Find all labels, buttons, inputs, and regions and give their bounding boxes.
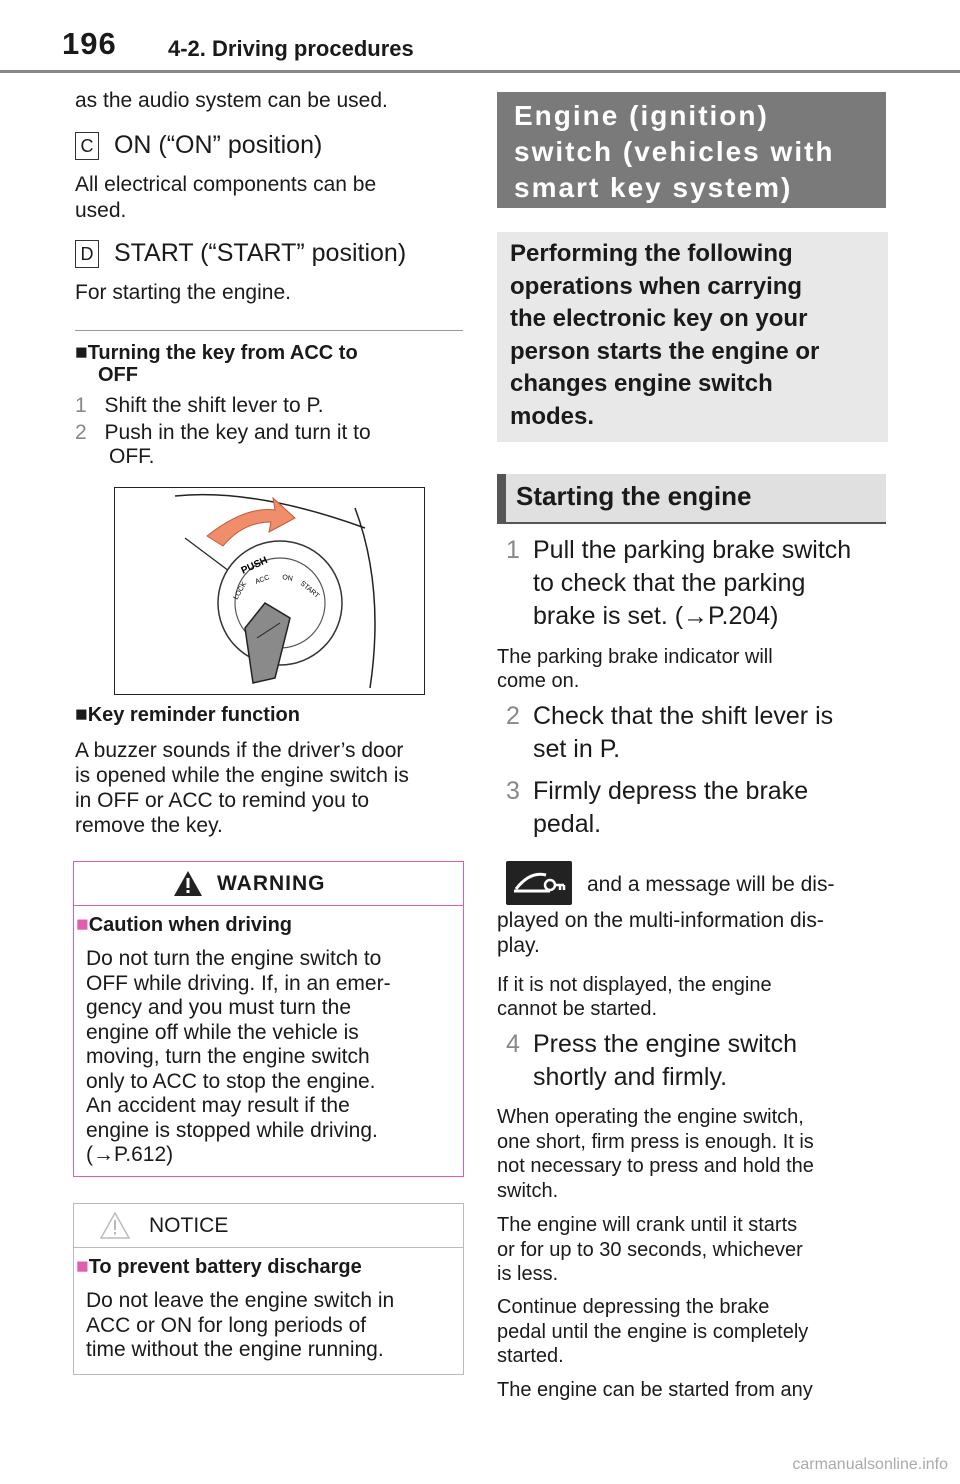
square-bullet-icon: ■: [75, 703, 88, 726]
warning-header: [74, 862, 463, 906]
letter-c-badge: C: [75, 132, 99, 160]
step-4: 4 Press the engine switch shortly and firmly.: [506, 1030, 798, 1091]
notice-title: ■To prevent battery discharge: [76, 1255, 362, 1278]
item-c-desc-1: All electrical components can be: [75, 173, 377, 196]
figure-acc-label: ACC: [254, 574, 271, 586]
letter-d-badge: D: [75, 240, 99, 268]
notice-box: [73, 1203, 464, 1375]
key-cylinder-figure: [114, 487, 425, 695]
section-accent-bar: [497, 474, 506, 522]
figure-lock-label: LOCK: [232, 580, 249, 601]
square-bullet-icon: ■: [76, 1255, 89, 1278]
figure-start-label: START: [298, 580, 321, 600]
figure-on-label: ON: [281, 574, 294, 583]
intro-box: Performing the following operations when carrying the electronic key on your person starts the engine or changes engine switch modes.: [497, 232, 888, 442]
page-number: 196: [62, 26, 117, 61]
step-1-note: The parking brake indicator will come on.: [497, 646, 773, 692]
notice-header: [74, 1204, 463, 1248]
paragraph-2: The engine will crank until it starts or for up to 30 seconds, whichever is less.: [497, 1214, 803, 1285]
acc-off-heading: ■Turning the key from ACC to OFF: [75, 341, 358, 386]
not-displayed-note: If it is not displayed, the engine cannot be started.: [497, 974, 772, 1020]
message-text: played on the multi-information dis- play.: [497, 909, 824, 957]
notice-label: NOTICE: [149, 1214, 229, 1237]
reminder-heading: ■Key reminder function: [75, 703, 300, 726]
figure-push-label: PUSH: [239, 555, 270, 577]
step-1: 1 Pull the parking brake switch to check that the parking brake is set. (→P.204): [506, 534, 851, 633]
square-bullet-icon: ■: [76, 913, 89, 936]
square-bullet-icon: ■: [75, 341, 88, 364]
intro-text: as the audio system can be used.: [75, 89, 388, 112]
warning-box: [73, 861, 464, 1177]
warning-title: ■Caution when driving: [76, 913, 293, 936]
item-c: [75, 129, 322, 162]
warning-body: Do not turn the engine switch to OFF while driving. If, in an emer- gency and you must turn the engine off while the vehicle is moving, turn the engine switch only to ACC to stop the engine. An accident may result if the engine is stopped while driving. (→P.612): [86, 947, 391, 1166]
section-title: Starting the engine: [516, 481, 752, 511]
section-divider: [75, 330, 463, 331]
page-ref-link[interactable]: brake is set. (→P.204): [533, 602, 779, 630]
watermark: carmanualsonline.info: [792, 1456, 948, 1473]
page-ref-link[interactable]: (→P.612): [86, 1143, 174, 1166]
paragraph-3: Continue depressing the brake pedal until the engine is completely started.: [497, 1296, 809, 1367]
paragraph-1: When operating the engine switch, one short, firm press is enough. It is not necessary to press and hold the switch.: [497, 1106, 814, 1202]
reminder-body: A buzzer sounds if the driver’s door is opened while the engine switch is in OFF or ACC to remind you to remove the key.: [75, 739, 409, 837]
notice-body: Do not leave the engine switch in ACC or ON for long periods of time without the engine running.: [86, 1289, 395, 1361]
item-d: [75, 237, 406, 270]
starting-engine-header: [497, 474, 886, 524]
item-c-desc-2: used.: [75, 199, 127, 222]
key-indicator-icon: [506, 861, 572, 905]
warning-label: WARNING: [217, 872, 326, 895]
icon-message-text: and a message will be dis-: [587, 873, 835, 896]
item-c-title: ON (“ON” position): [113, 131, 323, 159]
paragraph-4: The engine can be started from any: [497, 1379, 813, 1401]
caution-triangle-icon: [100, 1212, 130, 1239]
step-3: 3 Firmly depress the brake pedal.: [506, 777, 809, 838]
acc-off-step-2b: OFF.: [109, 445, 155, 468]
item-d-title: START (“START” position): [113, 239, 407, 267]
step-2: 2 Check that the shift lever is set in P.: [506, 702, 834, 763]
section-main-header: Engine (ignition) switch (vehicles with smart key system): [497, 92, 886, 208]
warning-triangle-icon: [173, 870, 203, 897]
acc-off-step-1: 1 Shift the shift lever to P.: [75, 394, 324, 417]
acc-off-step-2: 2 Push in the key and turn it to: [75, 421, 371, 444]
key-turn-illustration: [115, 488, 424, 694]
chapter-title: 4-2. Driving procedures: [168, 36, 414, 61]
header-rule: [0, 70, 960, 73]
item-d-desc: For starting the engine.: [75, 281, 291, 304]
